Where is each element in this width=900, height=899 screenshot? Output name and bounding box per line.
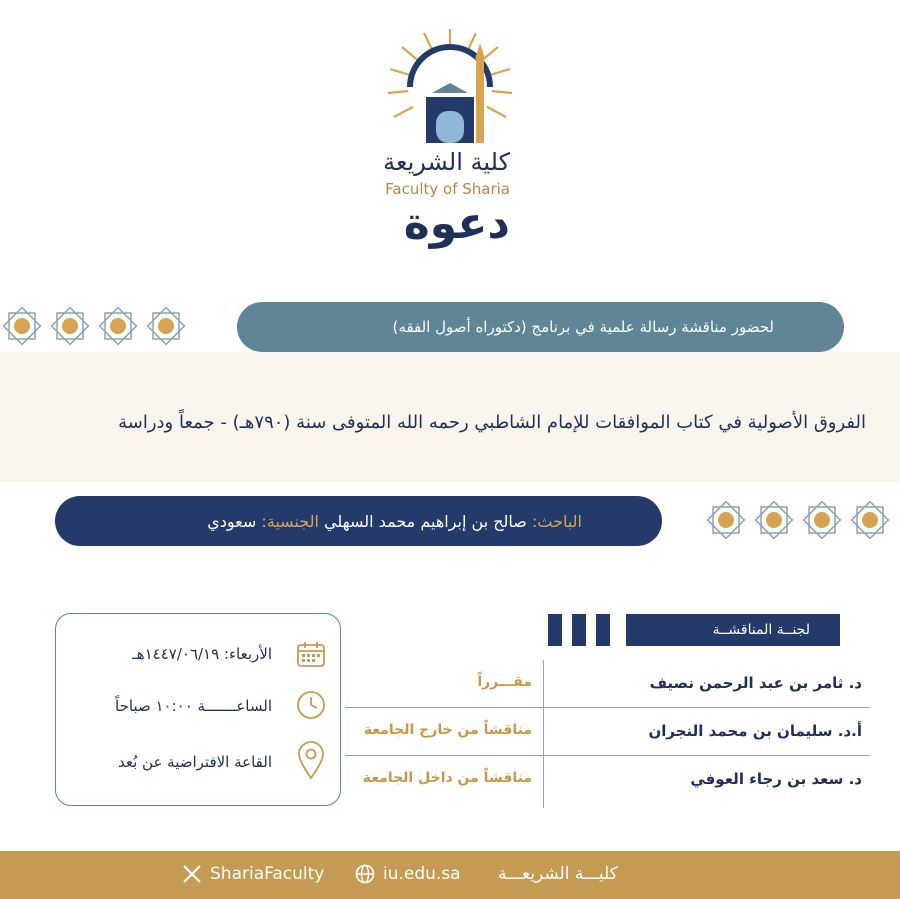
website-link[interactable] (355, 864, 461, 884)
member-role: مقـــرراً (477, 674, 532, 690)
committee-heading: لجنــة المناقشــة (626, 614, 840, 646)
star-pattern-icon (48, 304, 92, 348)
college-name-english: Faculty of Sharia (385, 180, 510, 198)
member-name: د. ثامر بن عبد الرحمن نصيف (649, 674, 862, 692)
committee-row (345, 660, 870, 708)
star-pattern-icon (144, 304, 188, 348)
twitter-handle[interactable] (182, 864, 324, 884)
invitation-title: دعوة (403, 198, 510, 249)
star-pattern-icon (0, 304, 44, 348)
university-logo (380, 25, 520, 150)
star-pattern-icon (848, 498, 892, 542)
member-role: مناقشاً من خارج الجامعة (363, 722, 532, 738)
star-pattern-icon (704, 498, 748, 542)
location-pin-icon (296, 740, 326, 780)
committee-row (345, 756, 870, 804)
event-date: الأربعاء: ١٤٤٧/٠٦/١٩هـ (132, 645, 272, 663)
star-pattern-right (704, 498, 892, 542)
program-banner: لحضور مناقشة رسالة علمية في برنامج (دكتوراه أصول الفقه) (237, 302, 844, 352)
decorative-bar (548, 614, 562, 646)
event-time: الساعـــــــة ١٠:٠٠ صباحاً (115, 697, 272, 715)
footer-bar (0, 851, 900, 899)
star-pattern-icon (96, 304, 140, 348)
researcher-banner (55, 496, 662, 546)
researcher-name: صالح بن إبراهيم محمد السهلي (324, 511, 527, 531)
x-twitter-icon (182, 864, 202, 884)
star-pattern-icon (800, 498, 844, 542)
twitter-handle-text: ShariaFaculty (210, 864, 325, 884)
event-details-box (55, 613, 341, 806)
calendar-icon (296, 640, 326, 668)
nationality-label: الجنسية: (261, 511, 319, 531)
thesis-title: الفروق الأصولية في كتاب الموافقات للإمام الشاطبي رحمه الله المتوفى سنة (٧٩٠هـ) - جمعاً ودراسة (118, 412, 866, 433)
decorative-bar (596, 614, 610, 646)
college-name-arabic: كلية الشريعة (383, 148, 510, 176)
decorative-bar (572, 614, 586, 646)
nationality-value: سعودي (207, 511, 257, 531)
globe-icon (355, 864, 375, 884)
member-name: د. سعد بن رجاء العوفي (690, 770, 862, 788)
star-pattern-left (0, 304, 188, 348)
website-text: iu.edu.sa (383, 864, 461, 884)
researcher-label: الباحث: (531, 511, 582, 531)
footer-college-name: كليـــة الشريعـــة (498, 864, 618, 884)
clock-icon (296, 690, 326, 720)
event-place: القاعة الافتراضية عن بُعد (117, 753, 272, 771)
member-role: مناقشاً من داخل الجامعة (362, 770, 532, 786)
star-pattern-icon (752, 498, 796, 542)
committee-row (345, 708, 870, 756)
decorative-bars (548, 614, 610, 646)
member-name: أ.د. سليمان بن محمد النجران (648, 722, 862, 740)
